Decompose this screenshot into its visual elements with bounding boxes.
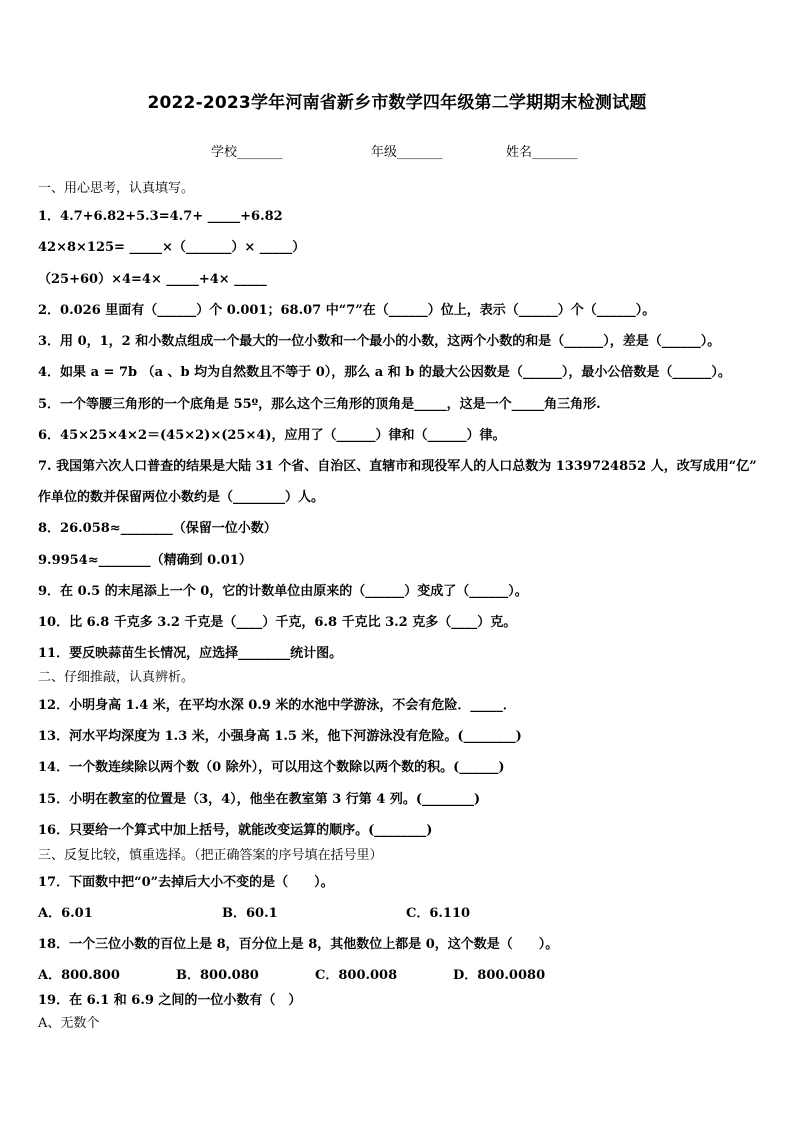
school-field: 学校_______ — [211, 145, 283, 160]
section-2-heading: 二、仔细推敲，认真辨析。 — [38, 670, 195, 685]
name-field: 姓名_______ — [506, 145, 578, 160]
question-17-option-b: B．60.1 — [222, 906, 278, 921]
question-14: 14．一个数连续除以两个数（0 除外），可以用这个数除以两个数的积。(______) — [38, 760, 505, 775]
question-13: 13．河水平均深度为 1.3 米，小强身高 1.5 米，他下河游泳没有危险。(________) — [38, 729, 522, 744]
page-title: 2022-2023学年河南省新乡市数学四年级第二学期期末检测试题 — [147, 93, 647, 113]
question-8b: 9.9954≈________（精确到 0.01） — [38, 553, 252, 568]
question-11: 11．要反映蒜苗生长情况，应选择________统计图。 — [38, 646, 343, 661]
question-19: 19．在 6.1 和 6.9 之间的一位小数有（ ） — [38, 993, 302, 1008]
question-1c: （25+60）×4=4× _____+4× _____ — [38, 272, 267, 287]
question-19-option-a: A、无数个 — [38, 1016, 100, 1031]
question-16: 16．只要给一个算式中加上括号，就能改变运算的顺序。(________) — [38, 823, 433, 838]
question-18-option-b: B．800.080 — [176, 968, 259, 983]
section-1-heading: 一、用心思考，认真填写。 — [38, 181, 195, 196]
question-15: 15．小明在教室的位置是（3，4），他坐在教室第 3 行第 4 列。(________) — [38, 792, 481, 807]
question-12: 12．小明身高 1.4 米，在平均水深 0.9 米的水池中学游泳，不会有危险．_____． — [38, 698, 516, 713]
question-2: 2．0.026 里面有（______）个 0.001；68.07 中“7”在（______）位上，表示（______）个（______）。 — [38, 303, 656, 318]
section-3-heading: 三、反复比较，慎重选择。（把正确答案的序号填在括号里） — [38, 848, 383, 863]
question-8a: 8．26.058≈________（保留一位小数） — [38, 521, 277, 536]
question-18-option-d: D．800.0080 — [453, 968, 546, 983]
question-9: 9．在 0.5 的末尾添上一个 0，它的计数单位由原来的（______）变成了（______）。 — [38, 584, 528, 599]
question-7b: 作单位的数并保留两位小数约是（________）人。 — [38, 490, 325, 505]
question-18-option-c: C．800.008 — [315, 968, 398, 983]
question-6: 6．45×25×4×2＝(45×2)×(25×4)，应用了（______）律和（______）律。 — [38, 428, 506, 443]
question-1b: 42×8×125= _____×（_______）× _____） — [38, 240, 306, 255]
question-18: 18．一个三位小数的百位上是 8，百分位上是 8，其他数位上都是 0，这个数是（ ）。 — [38, 937, 559, 952]
question-4: 4．如果 a = 7b （a 、b 均为自然数且不等于 0），那么 a 和 b 的最大公因数是（______），最小公倍数是（______）。 — [38, 365, 731, 380]
question-17: 17．下面数中把“0”去掉后大小不变的是（ ）。 — [38, 875, 334, 890]
question-1a: 1．4.7+6.82+5.3=4.7+ _____+6.82 — [38, 209, 283, 224]
question-17-option-c: C．6.110 — [406, 906, 471, 921]
question-17-option-a: A．6.01 — [38, 906, 93, 921]
question-18-option-a: A．800.800 — [38, 968, 120, 983]
question-7a: 7. 我国第六次人口普查的结果是大陆 31 个省、自治区、直辖市和现役军人的人口总数为 1339724852 人，改写成用“亿” — [38, 459, 757, 474]
question-5: 5．一个等腰三角形的一个底角是 55º，那么这个三角形的顶角是_____，这是一个_____角三角形. — [38, 397, 601, 412]
question-10: 10．比 6.8 千克多 3.2 千克是（____）千克，6.8 千克比 3.2 克多（____）克。 — [38, 615, 517, 630]
grade-field: 年级_______ — [371, 145, 443, 160]
question-3: 3．用 0，1，2 和小数点组成一个最大的一位小数和一个最小的小数，这两个小数的和是（______），差是（______）。 — [38, 334, 721, 349]
